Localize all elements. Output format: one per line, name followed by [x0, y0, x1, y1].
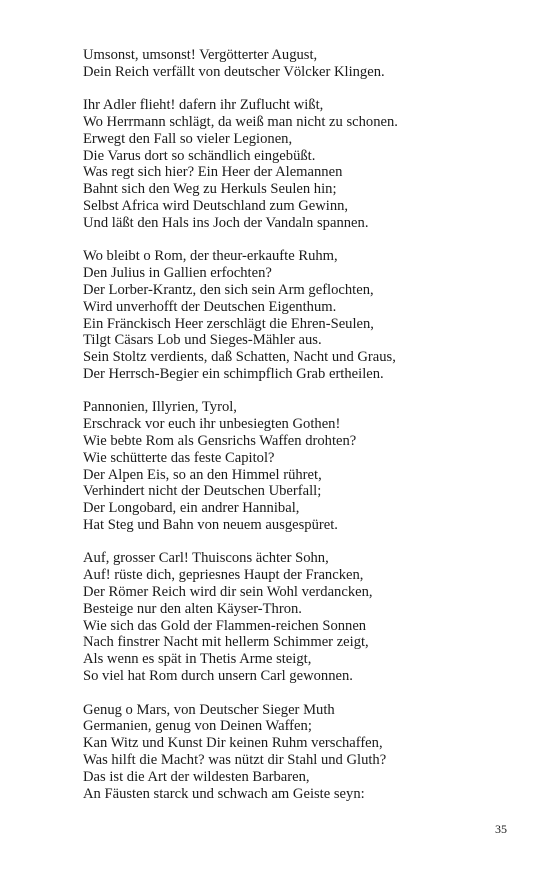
- poem-line: Der Alpen Eis, so an den Himmel rühret,: [83, 466, 322, 483]
- poem-line: Den Julius in Gallien erfochten?: [83, 265, 272, 282]
- poem-line: Wie schütterte das feste Capitol?: [83, 449, 275, 466]
- poem-line: Wo Herrmann schlägt, da weiß man nicht zu schonen.: [83, 114, 398, 131]
- stanza-3: [83, 248, 523, 382]
- poem-line: Verhindert nicht der Deutschen Uberfall;: [83, 483, 322, 500]
- stanza-2: [83, 97, 523, 231]
- poem-line: Dein Reich verfällt von deutscher Völcker Klingen.: [83, 63, 385, 80]
- poem-line: Der Herrsch-Begier ein schimpflich Grab ertheilen.: [83, 365, 384, 382]
- poem-line: Erschrack vor euch ihr unbesiegten Gothen!: [83, 416, 341, 433]
- poem-line: Germanien, genug von Deinen Waffen;: [83, 718, 312, 735]
- poem-line: Und läßt den Hals ins Joch der Vandaln spannen.: [83, 214, 369, 231]
- poem-line: Die Varus dort so schändlich eingebüßt.: [83, 147, 316, 164]
- stanza-5: [83, 550, 523, 684]
- poem-line: Umsonst, umsonst! Vergötterter August,: [83, 47, 318, 63]
- poem-line: Nach finstrer Nacht mit hellerm Schimmer zeigt,: [83, 634, 369, 651]
- poem-line: An Fäusten starck und schwach am Geiste seyn:: [83, 785, 365, 802]
- poem-line: Tilgt Cäsars Lob und Sieges-Mähler aus.: [83, 332, 322, 349]
- stanza-4: [83, 399, 523, 533]
- stanza-6: [83, 702, 523, 803]
- stanza-1: [83, 47, 523, 81]
- poem-line: Ihr Adler flieht! dafern ihr Zuflucht wißt,: [83, 97, 324, 114]
- poem-line: Auf! rüste dich, gepriesnes Haupt der Francken,: [83, 567, 364, 584]
- poem-line: Der Longobard, ein andrer Hannibal,: [83, 500, 300, 517]
- poem-line: Wie bebte Rom als Gensrichs Waffen drohten?: [83, 433, 357, 449]
- poem-line: Besteige nur den alten Käyser-Thron.: [83, 600, 302, 617]
- poem-line: Wie sich das Gold der Flammen-reichen Sonnen: [83, 617, 367, 634]
- poem-line: Der Römer Reich wird dir sein Wohl verdancken,: [83, 584, 373, 601]
- poem-line: Sein Stoltz verdients, daß Schatten, Nacht und Graus,: [83, 349, 396, 366]
- poem-line: Bahnt sich den Weg zu Herkuls Seulen hin;: [83, 181, 337, 198]
- poem-line: Pannonien, Illyrien, Tyrol,: [83, 399, 237, 416]
- poem-line: Hat Steg und Bahn von neuem ausgespüret.: [83, 516, 338, 533]
- poem-line: Genug o Mars, von Deutscher Sieger Muth: [83, 701, 335, 718]
- poem-line: Was hilft die Macht? was nützt dir Stahl und Gluth?: [83, 751, 387, 768]
- poem-line: Der Lorber-Krantz, den sich sein Arm geflochten,: [83, 281, 374, 298]
- poem-line: Auf, grosser Carl! Thuiscons ächter Sohn,: [83, 550, 329, 567]
- poem-line: Selbst Africa wird Deutschland zum Gewinn,: [83, 198, 349, 215]
- poem-line: Was regt sich hier? Ein Heer der Alemannen: [83, 164, 343, 181]
- poem-line: Ein Fränckisch Heer zerschlägt die Ehren-Seulen,: [83, 315, 374, 332]
- poem-line: Kan Witz und Kunst Dir keinen Ruhm verschaffen,: [83, 735, 383, 752]
- poem-line: Erwegt den Fall so vieler Legionen,: [83, 130, 293, 147]
- poem-line: Wird unverhofft der Deutschen Eigenthum.: [83, 298, 337, 315]
- poem-line: Als wenn es spät in Thetis Arme steigt,: [83, 651, 312, 668]
- page-number: 35: [495, 822, 507, 836]
- poem-line: Wo bleibt o Rom, der theur-erkaufte Ruhm,: [83, 248, 338, 265]
- poem-page: [83, 47, 523, 819]
- poem-line: So viel hat Rom durch unsern Carl gewonnen.: [83, 668, 353, 685]
- poem-line: Das ist die Art der wildesten Barbaren,: [83, 768, 310, 785]
